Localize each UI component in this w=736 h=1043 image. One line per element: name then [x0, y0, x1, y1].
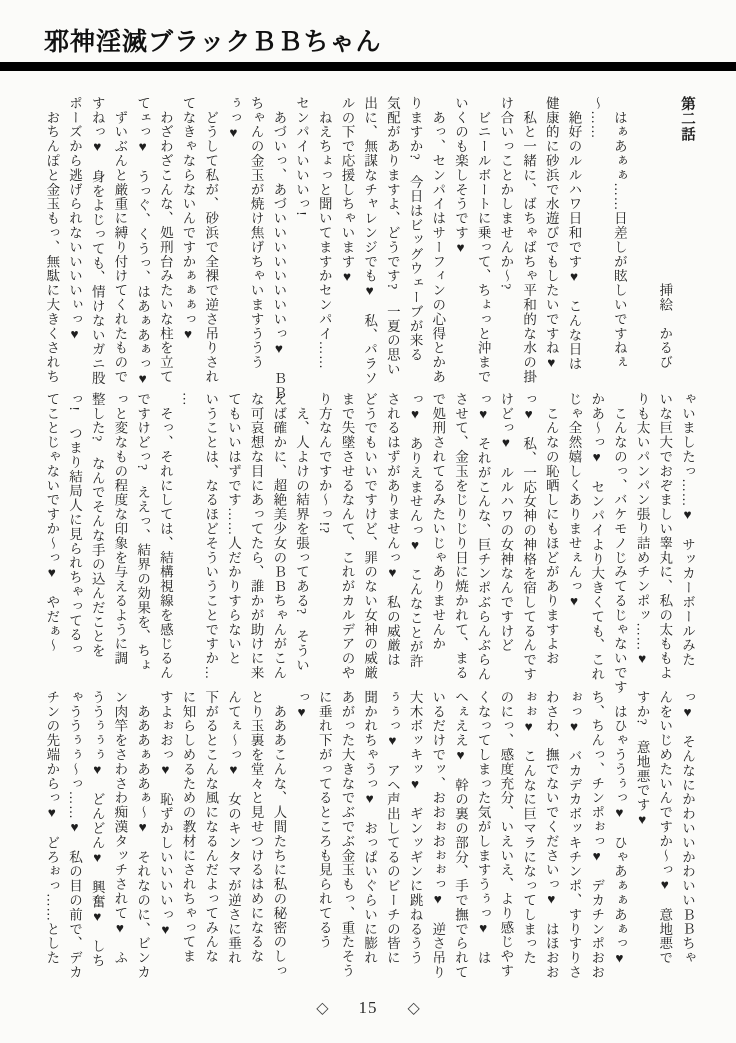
text-column: かあ～っ♥ センパイより大きくても、これ: [589, 392, 605, 682]
chapter-heading: 第二話: [679, 96, 695, 143]
text-column: ゃいましたっ……♥ サッカーボールみた: [680, 392, 695, 668]
text-column: 出に、無謀なチャレンジでも♥ 私、パラソ: [362, 96, 378, 386]
text-column: 大木ボッキッ♥ ギンッギンに跳ねるうう: [407, 690, 423, 966]
text-column: りますか? 今日はビッグウェーブが来る: [407, 96, 423, 363]
text-column: っと変なもの程度な印象を与えるように調: [112, 392, 128, 666]
text-column: で処刑されてるみたいじゃありませんか: [430, 392, 446, 652]
text-column: そっ、それにしては、結構視線を感じるん: [157, 392, 173, 680]
page-footer: [0, 998, 736, 1018]
page-title: 邪神淫滅ブラックＢＢちゃん: [44, 29, 382, 56]
text-column: っ♥: [294, 690, 310, 721]
text-column: っ♥ そんなにかわいいかわいいＢＢちゃ: [680, 690, 695, 966]
text-column: すねっ♥ 身をよじっても、情けないガニ股: [89, 96, 105, 386]
text-column: ぅぅっ♥ アヘ声出してるのビーチの皆に: [384, 690, 400, 966]
text-column: ずいぶんと厳重に縛り付けてくれたもので: [112, 96, 128, 384]
text-column: ゃううぅぅ～っ……♥ 私の目の前で、デカ: [67, 690, 83, 980]
text-column: まで失墜させるなんて、これがカルデアのや: [339, 392, 355, 680]
text-column: こんなの恥晒しにもほどがありますよお: [543, 392, 559, 666]
text-column: あづいっ、あづいいいいいいいいっ♥ ＢＢ: [271, 96, 287, 400]
text-column: ちゃんの金玉が焼け焦げちゃいますううう: [248, 96, 264, 370]
text-column: んをいじめたいんですか～っ♥ 意地悪で: [657, 690, 673, 966]
text-column: わざわざこんな、処刑台みたいな柱を立て: [157, 96, 173, 384]
text-column: くなってしまった気がしますうぅっ♥ は: [475, 690, 491, 966]
text-band-bottom: [40, 690, 698, 1002]
text-column: いうことは、なるほどそういうことですか…: [203, 392, 219, 680]
text-column: 私と一緒に、ばちゃばちゃ平和的な水の掛: [521, 96, 537, 384]
text-column: ポーズから逃げられないいいいぃっ♥: [67, 96, 83, 343]
text-column: っ! つまり結局人に見られちゃってるっ: [67, 392, 83, 657]
text-column: りも太いパンパン張り詰めチンポッ……♥: [634, 392, 650, 668]
text-column: え、人よけの結界を張ってある? そうい: [294, 392, 310, 673]
text-column: ち、ちんっ、チンポぉっ♥ デカチンポおお: [589, 690, 605, 980]
text-column: いくのも楽しそうです♥: [452, 96, 468, 256]
text-column: っ♥ ありえませんっ♥ こんなことが許: [407, 392, 423, 669]
text-column: ぅっ♥: [225, 96, 241, 141]
text-column: どうでもいいですけど、罪のない女神の威厳: [362, 392, 378, 680]
text-column: 聞かれちゃうっ♥ おっぱいぐらいに膨れ: [362, 690, 378, 966]
text-band-top: [40, 96, 698, 402]
text-column: あがった大きなでぶでぶ金玉もっ、重たそう: [339, 690, 355, 978]
text-column: [630, 96, 653, 402]
text-column: されるはずがありませんっ♥ 私の威厳は: [384, 392, 400, 668]
text-column: おちんぽと金玉もっ、無駄に大きくされち: [44, 96, 60, 384]
text-column: ビニールボートに乗って、ちょっと沖まで: [475, 96, 491, 384]
text-column: り方なんですか～っ!?: [316, 392, 332, 534]
text-band-middle: [40, 392, 698, 716]
text-column: 絶好のルルハワ日和です♥ こんな日は: [566, 96, 582, 372]
text-column: じゃ全然嬉しくありませぇんっ♥: [566, 392, 582, 610]
text-column: どうして私が、砂浜で全裸で逆さ吊りされ: [203, 96, 219, 384]
text-column: あああぁああぁ～♥ それなのに、ビンカ: [135, 690, 151, 980]
text-column: えば確かに、超絶美少女のＢＢちゃんがこん: [271, 392, 287, 680]
text-column: あっ、センパイはサーフィンの心得とかあ: [430, 96, 446, 384]
text-column: させて、金玉をじりじり日に焼かれて、まる: [452, 392, 468, 680]
text-column: ねえちょっと聞いてますかセンパイ……: [316, 96, 332, 370]
text-column: てもいいはずです……人だかりすらないと: [225, 392, 241, 666]
diamond-icon: ◇: [316, 1000, 329, 1017]
text-column: あああこんな、人間たちに私の秘密のしっ: [271, 690, 287, 978]
text-column: ルの下で応援しちゃいます♥: [339, 96, 355, 285]
text-column: 挿絵 かるび: [657, 96, 673, 370]
text-column: っ♥ 私、一応女神の神格を宿してるんです: [521, 392, 537, 682]
text-column: な可哀想な目にあってたら、誰かが助けに来: [248, 392, 264, 680]
text-column: ううぅぅぅ♥ どんどん♥ 興奮♥ しち: [89, 690, 105, 969]
text-column: てェっ♥ うっぐ、くうっ、はあぁあぁっ♥: [135, 96, 151, 387]
text-column: ぉっ♥ バカデカボッキチンポ、すりすりさ: [566, 690, 582, 980]
text-column: ン肉竿をさわさわ痴漢タッチされて♥ ふ: [112, 690, 128, 966]
text-column: わさわ、撫でないでくださいっ♥ はほおお: [543, 690, 559, 980]
text-column: 整した? なんでそんな手の込んだことを: [89, 392, 105, 659]
text-column: …: [180, 392, 196, 407]
text-column: いな巨大でおぞましい睾丸に、私の太ももよ: [657, 392, 673, 680]
text-column: 下がるとこんな風になるんだよってみんな: [203, 690, 219, 964]
text-column: とり玉裏を堂々と見せつけるはめになるな: [248, 690, 264, 964]
title-divider-rule: [0, 62, 736, 71]
text-column: はひゃううぅっ♥ ひゃあぁぁあぁっ♥: [611, 690, 627, 967]
text-column: っ♥ それがこんな、巨チンポぶらんぶらん: [475, 392, 491, 682]
text-column: に知らしめるための教材にされちゃってま: [180, 690, 196, 964]
text-column: 健康的に砂浜で水遊びでもしたいですね♥: [543, 96, 559, 372]
text-column: センパイいいいっ!: [294, 96, 310, 217]
text-column: に垂れ下がってるところも見られてるう: [316, 690, 332, 950]
text-column: てなきゃならないんですかぁぁぁっ♥: [180, 96, 196, 343]
text-column: へぇええ♥ 幹の裏の部分、手で撫でられて: [452, 690, 468, 980]
text-column: てことじゃないですか～っ♥ やだぁ～: [44, 392, 60, 653]
text-column: 気配がありますよ、どうです? 一夏の思い: [384, 96, 400, 377]
text-column: はぁあぁぁ……日差しが眩しいですねぇ: [611, 96, 627, 370]
diamond-icon: ◇: [407, 1000, 420, 1017]
text-column: ぉぉ♥ こんなに巨マラになってしまった: [521, 690, 537, 966]
text-column: け合いっことかしませんか～?: [498, 96, 514, 291]
text-column: チンの先端からっ♥ どろぉっ……とした: [44, 690, 60, 966]
text-column: のにっ、感度充分、いえいえ、より感じやす: [498, 690, 514, 978]
text-column: けどっ♥ ルルハワの女神なんですけど: [498, 392, 514, 653]
text-column: すか? 意地悪です♥: [634, 690, 650, 828]
text-column: こんなのっ、バケモノじみてるじゃないです: [611, 392, 627, 695]
page-number: 15: [358, 998, 378, 1017]
text-column: すよぉおっ♥ 恥ずかしいいいいっ♥: [157, 690, 173, 938]
text-column: んてぇ～っ♥ 女のキンタマが逆さに垂れ: [225, 690, 241, 966]
text-column: ～……: [589, 96, 605, 140]
text-column: ですけどっ? ええっ、結界の効果を、ちょ: [135, 392, 151, 673]
text-column: いるだけでッ、おおぉおぉぉっ♥ 逆さ吊り: [430, 690, 446, 980]
